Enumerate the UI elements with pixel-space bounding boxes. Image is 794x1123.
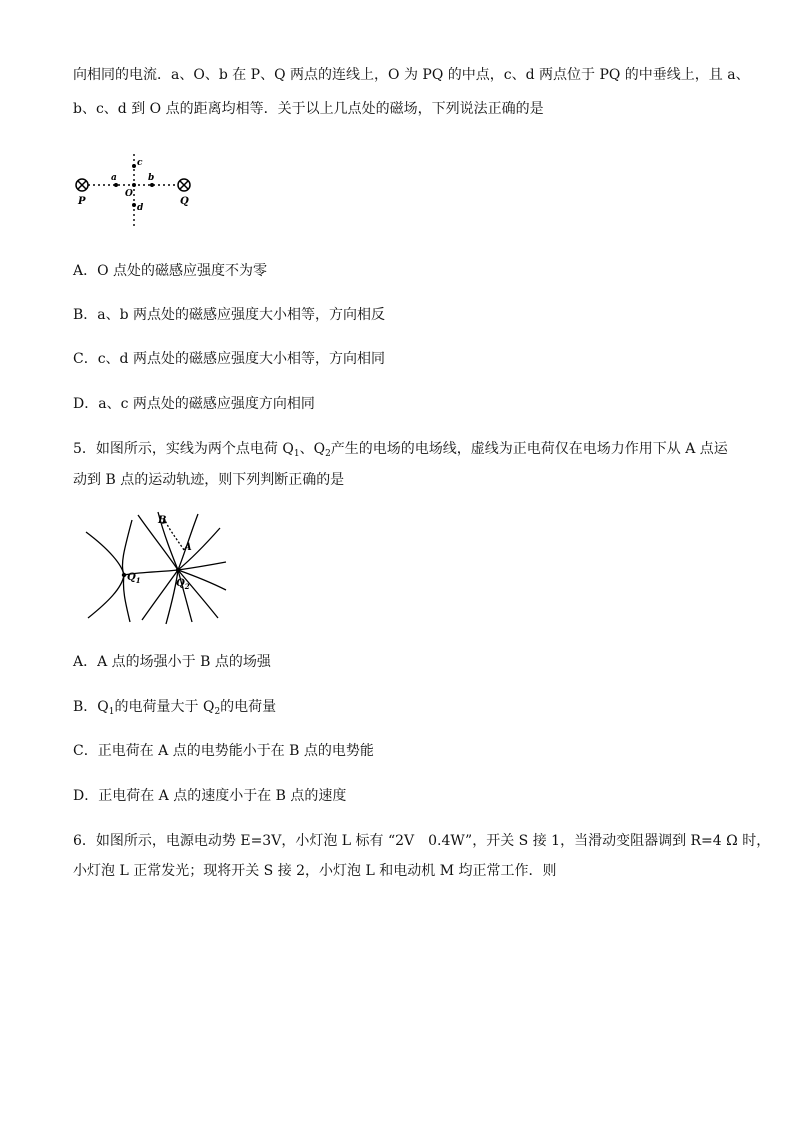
point-c <box>132 164 136 168</box>
label-p: P <box>78 196 86 207</box>
q4-figure <box>70 150 200 230</box>
wire-q-icon <box>178 179 190 191</box>
q5-option-d: D．正电荷在 A 点的速度小于在 B 点的速度 <box>73 788 347 804</box>
label-q1: $Q_1$ <box>127 572 141 585</box>
q5-option-c: C．正电荷在 A 点的电势能小于在 B 点的电势能 <box>73 743 374 759</box>
q6-stem-line-1: 6．如图所示，电源电动势 E=3V，小灯泡 L 标有 “2V 0.4W”，开关 S 接 1，当滑动变阻器调到 R=4 Ω 时， <box>73 833 771 849</box>
label-b: B <box>158 515 167 526</box>
q6-stem-line-2: 小灯泡 L 正常发光；现将开关 S 接 2，小灯泡 L 和电动机 M 均正常工作．则 <box>73 863 557 879</box>
q4-option-b: B．a、b 两点处的磁感应强度大小相等，方向相反 <box>73 307 386 323</box>
q5-stem-line-1: 5．如图所示，实线为两个点电荷 $Q_1$、$Q_2$产生的电场的电场线，虚线为正电荷仅在电场力作用下从 A 点运 <box>73 441 728 459</box>
charge-q2 <box>176 568 180 572</box>
q4-stem-line-1: 向相同的电流．a、O、b 在 P、Q 两点的连线上，O 为 PQ 的中点，c、d 两点位于 PQ 的中垂线上，且 a、 <box>73 67 750 83</box>
q4-option-c: C．c、d 两点处的磁感应强度大小相等，方向相同 <box>73 351 385 367</box>
wire-p-icon <box>76 179 88 191</box>
label-q2: $Q_2$ <box>176 578 190 591</box>
charge-q1 <box>122 573 126 577</box>
q5-option-b: B．$Q_1$的电荷量大于 $Q_2$的电荷量 <box>73 699 277 717</box>
label-a: A <box>184 542 192 553</box>
q4-option-a: A．O 点处的磁感应强度不为零 <box>73 263 268 279</box>
point-b <box>150 183 154 187</box>
q5-option-a: A．A 点的场强小于 B 点的场强 <box>73 654 271 670</box>
label-c: c <box>137 158 143 168</box>
point-d <box>132 203 136 207</box>
q4-stem-line-2: b、c、d 到 O 点的距离均相等．关于以上几点处的磁场，下列说法正确的是 <box>73 101 544 117</box>
label-b: b <box>148 173 155 183</box>
q5-stem-line-2: 动到 B 点的运动轨迹，则下列判断正确的是 <box>73 472 345 488</box>
q5-figure <box>80 510 230 625</box>
label-a: a <box>111 173 117 183</box>
label-d: d <box>137 203 144 213</box>
q4-option-d: D．a、c 两点处的磁感应强度方向相同 <box>73 396 315 412</box>
label-q: Q <box>180 196 189 207</box>
label-o: O <box>125 189 133 199</box>
point-o <box>132 183 136 187</box>
point-a <box>114 183 118 187</box>
